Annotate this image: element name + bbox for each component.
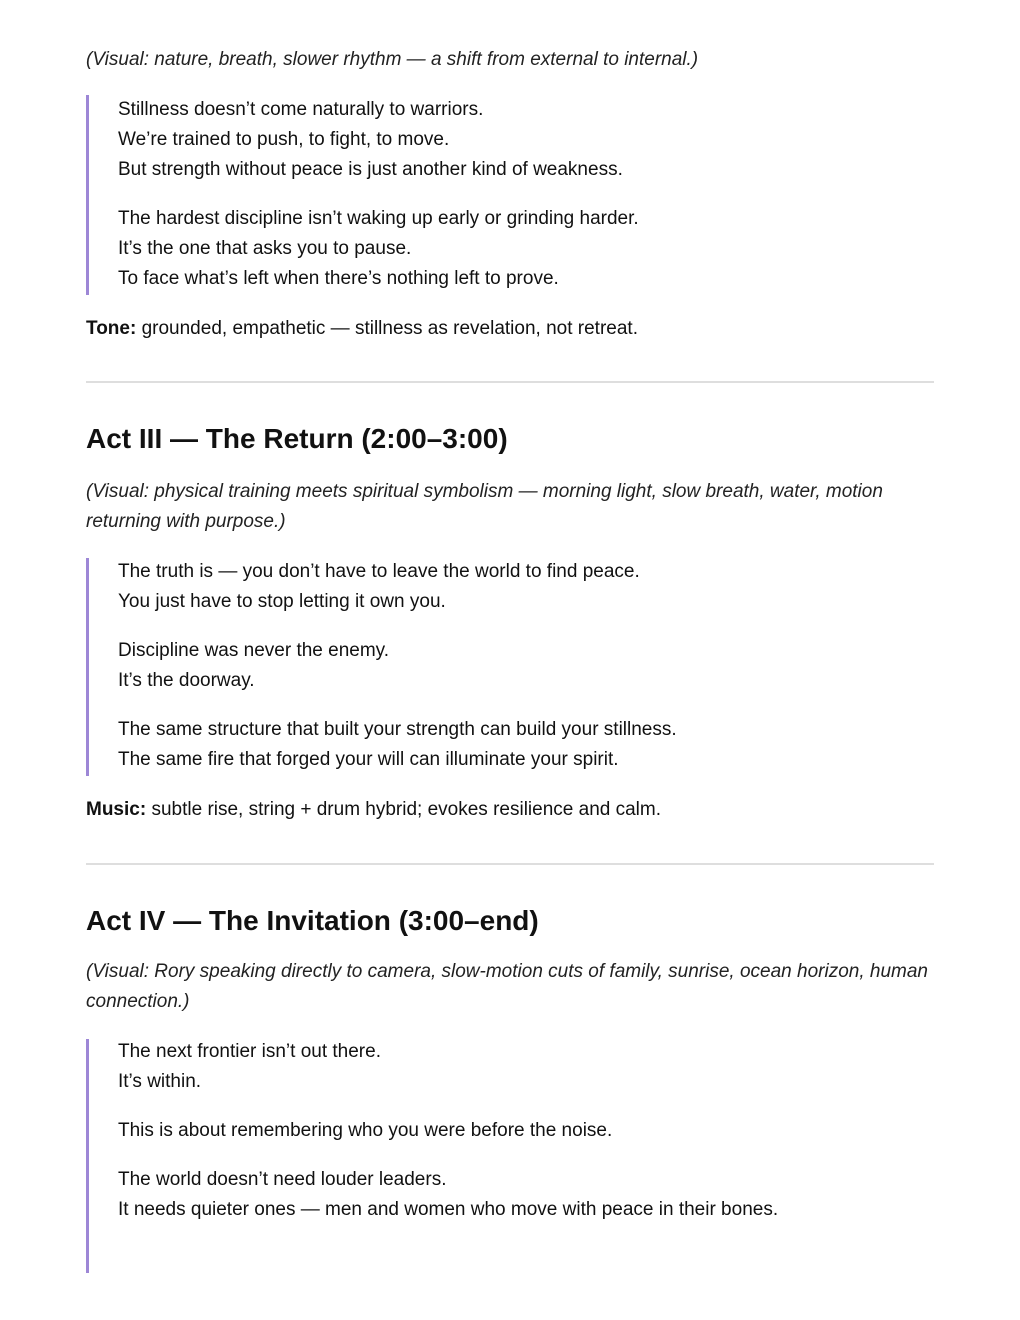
music-label: Music: <box>86 799 147 820</box>
act3-quote-line-2: You just have to stop letting it own you. <box>118 591 446 612</box>
act2-quote-line-1: Stillness doesn’t come naturally to warriors. <box>118 99 484 120</box>
act4-quote-line-5: It needs quieter ones — men and women who move with peace in their bones. <box>118 1199 779 1220</box>
act4-heading: Act IV — The Invitation (3:00–end) <box>86 905 539 936</box>
act3-visual-note: (Visual: physical training meets spiritual symbolism — morning light, slow breath, water, motion returning with purpose.) <box>86 481 883 532</box>
section-divider <box>86 381 934 383</box>
act3-quote-line-4: It’s the doorway. <box>118 670 255 691</box>
act3-quote-line-5: The same structure that built your strength can build your stillness. <box>118 719 677 740</box>
act3-music-note <box>86 795 661 825</box>
music-text: subtle rise, string + drum hybrid; evokes resilience and calm. <box>146 799 661 820</box>
act3-blockquote <box>86 558 89 776</box>
act2-quote-line-5: It’s the one that asks you to pause. <box>118 238 412 259</box>
act2-quote-line-3: But strength without peace is just another kind of weakness. <box>118 159 623 180</box>
tone-label: Tone: <box>86 318 137 339</box>
act3-quote-line-3: Discipline was never the enemy. <box>118 640 390 661</box>
act2-quote-line-4: The hardest discipline isn’t waking up early or grinding harder. <box>118 208 639 229</box>
act2-visual-note: (Visual: nature, breath, slower rhythm — a shift from external to internal.) <box>86 49 699 70</box>
tone-text: grounded, empathetic — stillness as revelation, not retreat. <box>136 318 638 339</box>
act4-quote-line-2: It’s within. <box>118 1071 202 1092</box>
act3-quote-line-6: The same fire that forged your will can illuminate your spirit. <box>118 749 619 770</box>
act4-blockquote <box>86 1039 89 1273</box>
act4-visual-note: (Visual: Rory speaking directly to camera, slow-motion cuts of family, sunrise, ocean horizon, human connection.) <box>86 961 928 1012</box>
section-divider <box>86 863 934 865</box>
act3-quote-line-1: The truth is — you don’t have to leave the world to find peace. <box>118 561 640 582</box>
act2-quote-line-2: We’re trained to push, to fight, to move. <box>118 129 450 150</box>
act2-tone-note <box>86 314 638 344</box>
act4-quote-line-3: This is about remembering who you were before the noise. <box>118 1120 613 1141</box>
act2-blockquote <box>86 95 89 295</box>
act4-quote-line-1: The next frontier isn’t out there. <box>118 1041 381 1062</box>
act3-heading: Act III — The Return (2:00–3:00) <box>86 423 508 454</box>
act2-quote-line-6: To face what’s left when there’s nothing left to prove. <box>118 268 559 289</box>
act4-quote-line-4: The world doesn’t need louder leaders. <box>118 1169 447 1190</box>
